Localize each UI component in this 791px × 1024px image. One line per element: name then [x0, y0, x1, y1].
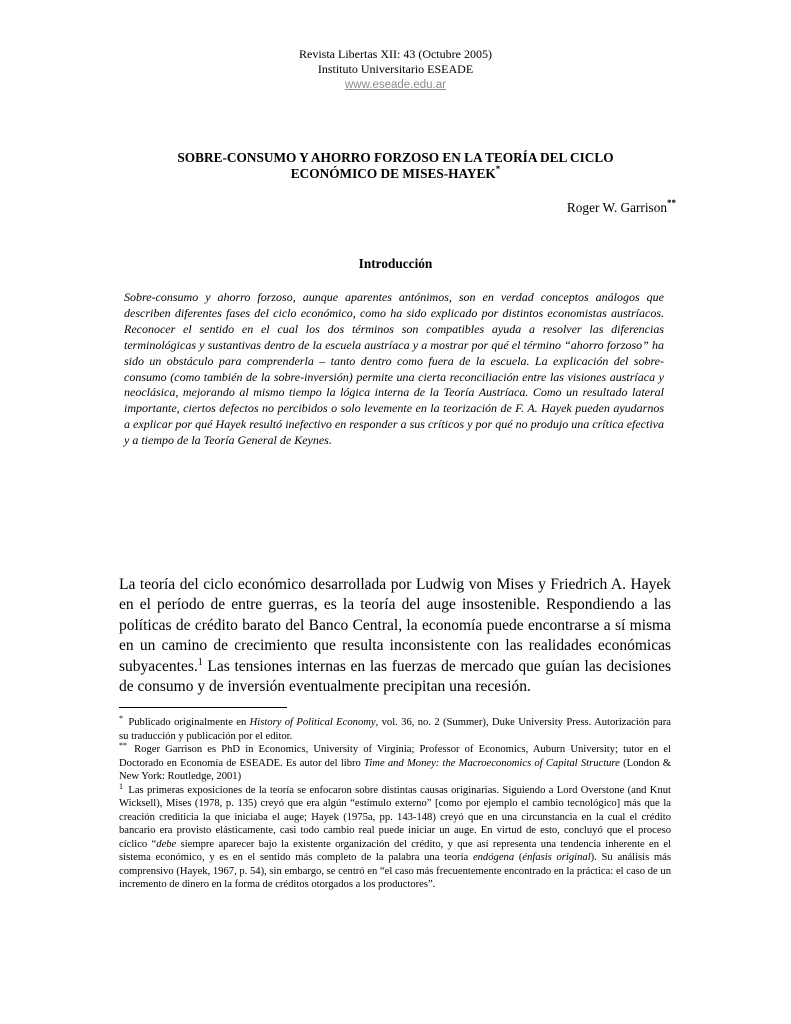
footnote-mark: 1: [119, 781, 123, 791]
title-line-2: ECONÓMICO DE MISES-HAYEK: [290, 166, 496, 181]
footnote-text: Roger Garrison es PhD in Economics, University of Virginia; Professor of Economics, Auburn University; tutor en el Doctorado en Economía de ESEADE. Es autor del libro: [119, 744, 671, 769]
footnote-italic: Time and Money: the Macroeconomics of Capital Structure: [364, 757, 620, 769]
section-heading: Introducción: [358, 256, 433, 271]
author-byline: [567, 200, 676, 216]
footnote-text: Las primeras exposiciones de la teoría se enfocaron sobre distintas causas originarias. Siguiendo a Lord Overstone (and Knut Wicksell), Mises (1978, p. 135) creyó que era algún “estímulo externo” [como por ejemplo el cambio tecnológico] más que la creación crediticia la que iniciaba el auge; Hayek (1975a, pp. 143-148) creyó que en una circunstancia en la cual el crédito bancario era provisto elásticamente, casi todo cambio real puede iniciar un auge. En virtud de esto, concluyó que el proceso cíclico “: [119, 784, 671, 850]
footnote-star: [119, 716, 671, 743]
journal-citation: Revista Libertas XII: 43 (Octubre 2005): [299, 47, 492, 61]
title-footnote-mark: *: [495, 164, 501, 174]
website-link[interactable]: www.eseade.edu.ar: [344, 79, 446, 91]
footnote-separator: [119, 707, 287, 708]
footnote-italic: énfasis original: [522, 852, 591, 863]
abstract-paragraph: Sobre-consumo y ahorro forzoso, aunque aparentes antónimos, son en verdad conceptos análogos que describen diferentes fases del ciclo económico, como ha sido explicado por distintos economistas austríacos. Reconocer el sentido en el cual los dos términos son compatibles ayuda a resolver las diferencias terminológicas y sustantivas dentro de la escuela austríaca y a mostrar por qué el término “ahorro forzoso” ha sido un obstáculo para comprenderla – tanto dentro como fuera de la escuela. La explicación del sobre-consumo (como también de la sobre-inversión) permite una cierta reconciliación entre las visiones austríaca y neoclásica, mejorando al mismo tiempo la lógica interna de la Teoría Austríaca. Como un resultado lateral importante, ciertos defectos no percibidos o solo levemente en la teorización de F. A. Hayek pueden ayudarnos a explicar por qué Hayek resultó inefectivo en responder a sus críticos y por qué no produjo una crítica efectiva y a tiempo de la Teoría General de Keynes.: [124, 290, 664, 448]
body-paragraph: [119, 575, 671, 697]
footnote-mark: **: [119, 741, 127, 750]
footnote-double-star: [119, 743, 671, 784]
body-text-part-1: La teoría del ciclo económico desarrollada por Ludwig von Mises y Friedrich A. Hayek en el período de entre guerras, es la teoría del auge insostenible. Respondiendo a las políticas de crédito barato del Banco Central, la economía puede encontrarse a sí misma en un camino de crecimiento que resulta inconsistente con las realidades económicas subyacentes.: [119, 576, 671, 675]
body-text-part-2: Las tensiones internas en las fuerzas de mercado que guían las decisiones de consumo y de inversión eventualmente precipitan una recesión.: [119, 657, 671, 696]
footnote-text: siempre aparecer bajo la existente organización del crédito, y que así representa una tendencia inherente en el sistema económico, y es en el sentido más completo de la palabra una teoría: [119, 838, 671, 863]
footnotes-section: [119, 716, 671, 892]
footnote-italic: endógena: [472, 852, 515, 863]
journal-header: [0, 47, 791, 93]
footnote-reference-1: 1: [197, 656, 203, 668]
footnote-text: Publicado originalmente en: [125, 717, 250, 728]
footnote-italic: debe: [156, 838, 177, 850]
author-footnote-mark: **: [667, 198, 676, 208]
footnote-text: (London & New York: Routledge, 2001): [119, 757, 672, 782]
footnote-mark: *: [119, 714, 123, 723]
author-name: Roger W. Garrison: [566, 200, 667, 215]
institution-name: Instituto Universitario ESEADE: [317, 62, 474, 76]
footnote-text: (: [514, 852, 523, 863]
footnote-text: ). Su análisis más comprensivo (Hayek, 1967, p. 54), sin embargo, se centró en “el caso más frecuentemente encontrado en la práctica: el caso de un incremento de dinero en la forma de créditos otorgados a los productores”.: [119, 852, 671, 890]
title-line-1: SOBRE-CONSUMO Y AHORRO FORZOSO EN LA TEORÍA DEL CICLO: [177, 150, 614, 165]
article-title: [120, 150, 671, 182]
footnote-italic: History of Political Economy: [249, 717, 376, 728]
footnote-1: [119, 781, 671, 892]
footnote-text: , vol. 36, no. 2 (Summer), Duke University Press. Autorización para su traducción y publicación por el editor.: [119, 717, 671, 742]
